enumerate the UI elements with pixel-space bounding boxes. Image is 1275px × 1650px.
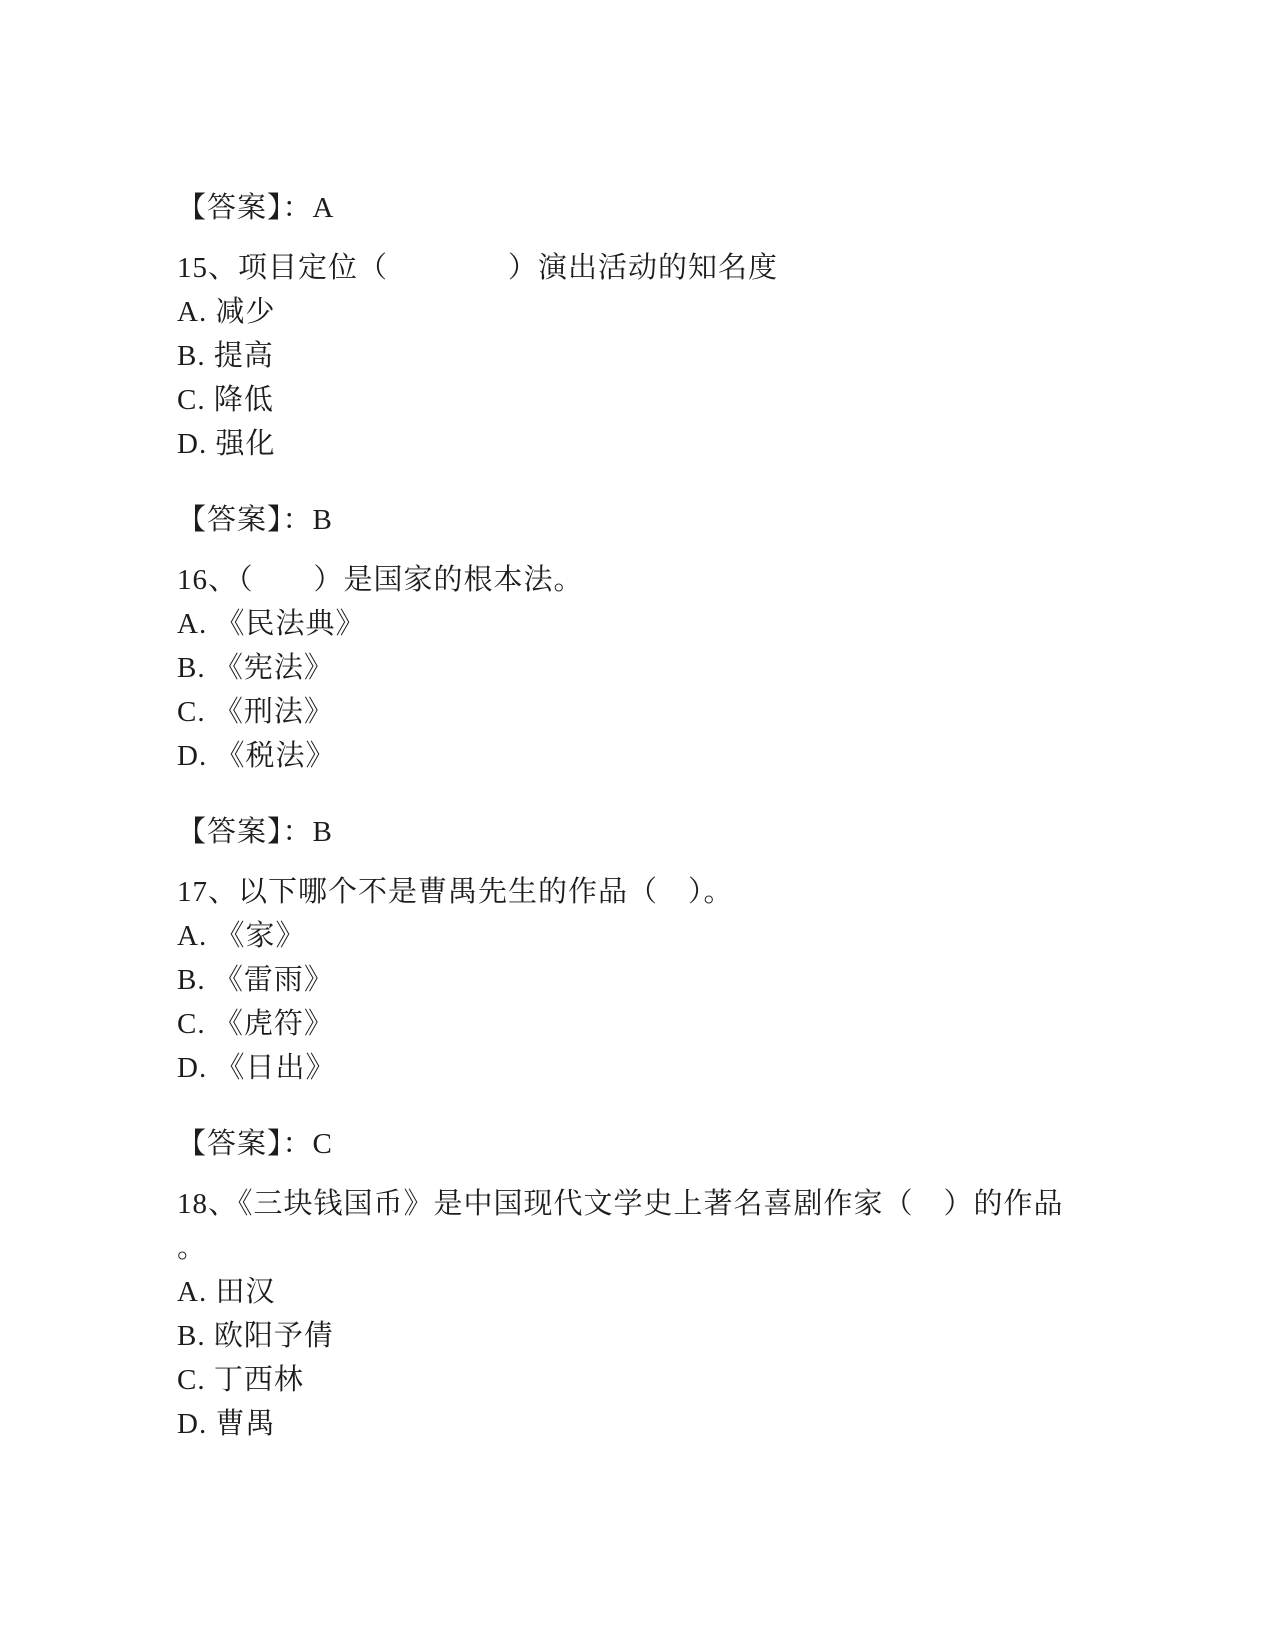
option-d: D. 强化 xyxy=(177,428,276,460)
question-text-overflow: 。 xyxy=(177,1232,208,1264)
question-text: 18、《三块钱国币》是中国现代文学史上著名喜剧作家（ ）的作品 xyxy=(177,1188,1064,1220)
question-block-17 xyxy=(177,870,1097,1166)
option-a: A. 减少 xyxy=(177,296,276,328)
option-c: C. 《刑法》 xyxy=(177,696,334,728)
question-text: 16、（ ）是国家的根本法。 xyxy=(177,564,584,596)
option-b: B. 《宪法》 xyxy=(177,652,334,684)
option-c: C. 降低 xyxy=(177,384,274,416)
question-text: 17、以下哪个不是曹禺先生的作品（ ）。 xyxy=(177,876,734,908)
answer-value: C xyxy=(312,1128,333,1160)
option-b: B. 欧阳予倩 xyxy=(177,1320,334,1352)
answer-line-q14 xyxy=(177,186,1097,230)
option-d: D. 《日出》 xyxy=(177,1052,336,1084)
answer-label: 【答案】： xyxy=(177,1128,313,1160)
option-d: D. 《税法》 xyxy=(177,740,336,772)
option-a: A. 《家》 xyxy=(177,920,306,952)
answer-label: 【答案】： xyxy=(177,504,313,536)
answer-line-q16 xyxy=(177,810,1097,854)
answer-line-q15 xyxy=(177,498,1097,542)
option-c: C. 《虎符》 xyxy=(177,1008,334,1040)
exam-content xyxy=(177,186,1097,1446)
answer-value: B xyxy=(312,816,333,848)
question-block-16 xyxy=(177,558,1097,854)
option-d: D. 曹禺 xyxy=(177,1408,276,1440)
answer-value: B xyxy=(312,504,333,536)
answer-label: 【答案】： xyxy=(177,192,313,224)
answer-line-q17 xyxy=(177,1122,1097,1166)
option-c: C. 丁西林 xyxy=(177,1364,304,1396)
option-a: A. 《民法典》 xyxy=(177,608,366,640)
option-b: B. 提高 xyxy=(177,340,274,372)
question-text: 15、项目定位（ ）演出活动的知名度 xyxy=(177,252,779,284)
answer-label: 【答案】： xyxy=(177,816,313,848)
question-block-18 xyxy=(177,1182,1097,1446)
option-a: A. 田汉 xyxy=(177,1276,276,1308)
option-b: B. 《雷雨》 xyxy=(177,964,334,996)
question-block-15 xyxy=(177,246,1097,542)
answer-value: A xyxy=(312,192,335,224)
